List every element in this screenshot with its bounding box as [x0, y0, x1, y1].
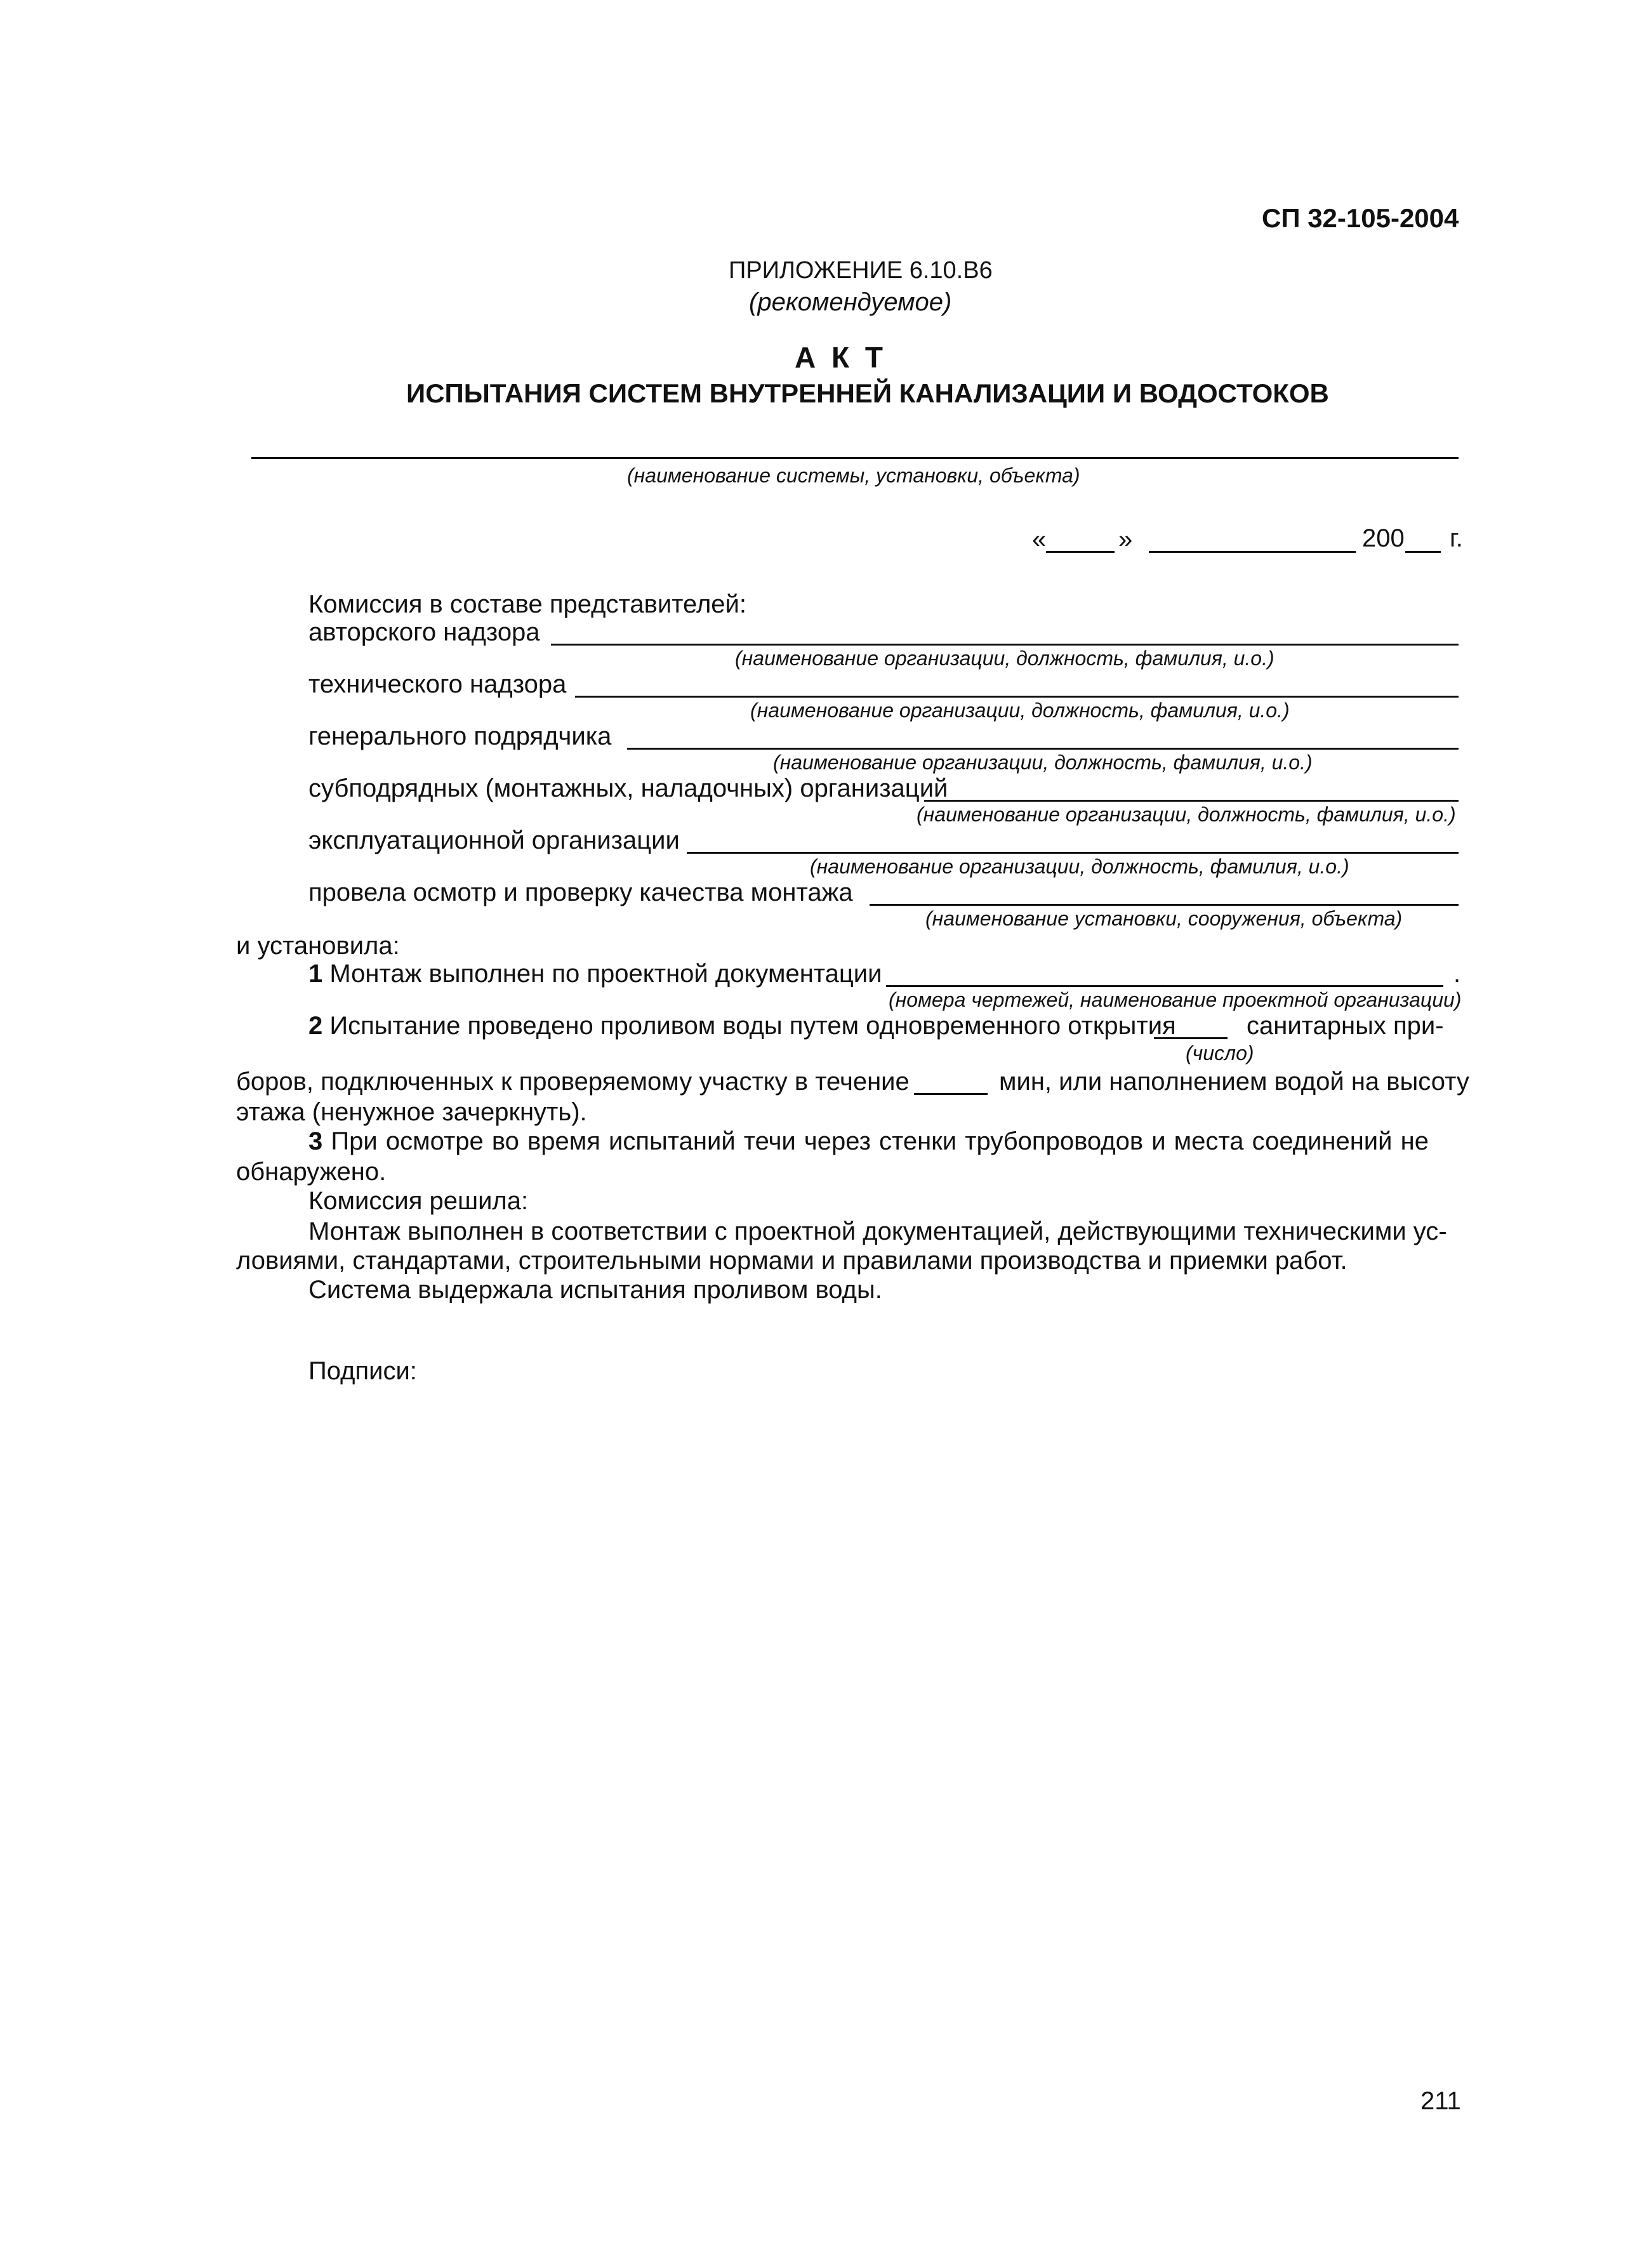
finding-2-number: 2	[308, 1012, 323, 1040]
commission-caption-inspection: (наименование установки, сооружения, объекта)	[925, 907, 1403, 930]
operating-organization-field[interactable]	[687, 852, 1459, 854]
author-supervision-field[interactable]	[551, 644, 1459, 646]
technical-supervision-field[interactable]	[575, 696, 1459, 698]
date-open-quote: «	[1032, 526, 1047, 554]
finding-2-line2-b: мин, или наполнением водой на высоту	[999, 1068, 1469, 1096]
commission-caption-operating: (наименование организации, должность, фамилия, и.о.)	[810, 855, 1349, 878]
finding-3-text: При осмотре во время испытаний течи через стенки трубопроводов и места соединений не	[331, 1127, 1429, 1155]
document-code: СП 32-105-2004	[1262, 203, 1459, 233]
commission-label-inspection: провела осмотр и проверку качества монтажа	[308, 879, 853, 906]
date-year-prefix: 200	[1362, 524, 1405, 552]
finding-2-text-b: санитарных при-	[1247, 1012, 1444, 1040]
date-day-field[interactable]	[1046, 551, 1115, 553]
commission-caption-general: (наименование организации, должность, фамилия, и.о.)	[773, 751, 1313, 774]
findings-intro: и установила:	[236, 932, 400, 960]
commission-label-operating: эксплуатационной организации	[308, 826, 680, 854]
commission-caption-author: (наименование организации, должность, фамилия, и.о.)	[735, 647, 1274, 670]
general-contractor-field[interactable]	[627, 748, 1459, 750]
subcontractor-field[interactable]	[924, 800, 1459, 802]
finding-1	[308, 958, 882, 989]
commission-caption-technical: (наименование организации, должность, фамилия, и.о.)	[750, 699, 1290, 722]
project-documentation-field[interactable]	[886, 985, 1443, 987]
signatures-label: Подписи:	[308, 1357, 417, 1385]
commission-label-author: авторского надзора	[308, 618, 540, 646]
finding-2-text-a: Испытание проведено проливом воды путем одновременного открытия	[329, 1012, 1176, 1040]
finding-2	[308, 1011, 1176, 1041]
finding-1-caption: (номера чертежей, наименование проектной организации)	[889, 988, 1462, 1011]
system-name-line[interactable]	[251, 457, 1459, 459]
finding-2-line2-a: боров, подключенных к проверяемому участку в течение	[236, 1068, 910, 1096]
decision-line-1: Монтаж выполнен в соответствии с проектной документацией, действующими техническими ус-	[308, 1217, 1447, 1245]
duration-minutes-field[interactable]	[914, 1093, 988, 1095]
appendix-note: (рекомендуемое)	[749, 288, 952, 316]
finding-3-cont: обнаружено.	[236, 1158, 387, 1186]
decision-line-3: Система выдержала испытания проливом воды.	[308, 1276, 882, 1304]
page-number: 211	[1420, 2087, 1461, 2115]
date-close-quote: »	[1118, 526, 1133, 554]
commission-caption-sub: (наименование организации, должность, фамилия, и.о.)	[917, 803, 1456, 826]
inspected-installation-field[interactable]	[870, 904, 1459, 906]
date-year-suffix: г.	[1450, 524, 1463, 552]
finding-3-number: 3	[308, 1127, 323, 1155]
decision-line-2: ловиями, стандартами, строительными нормами и правилами производства и приемки работ.	[236, 1247, 1347, 1275]
system-name-caption: (наименование системы, установки, объекта)	[627, 464, 1080, 487]
commission-label-general: генерального подрядчика	[308, 722, 612, 750]
finding-1-number: 1	[308, 960, 323, 988]
finding-3	[308, 1126, 1429, 1157]
finding-1-text: Монтаж выполнен по проектной документации	[329, 960, 882, 988]
fixtures-count-field[interactable]	[1154, 1037, 1228, 1039]
finding-2-caption: (число)	[1186, 1042, 1254, 1064]
date-month-field[interactable]	[1149, 551, 1356, 553]
commission-label-technical: технического надзора	[308, 670, 567, 698]
commission-intro: Комиссия в составе представителей:	[308, 590, 746, 618]
date-year-field[interactable]	[1405, 551, 1441, 553]
commission-label-sub: субподрядных (монтажных, наладочных) организаций	[308, 774, 948, 802]
decision-intro: Комиссия решила:	[308, 1187, 529, 1215]
finding-1-end: .	[1453, 960, 1461, 988]
finding-2-line3: этажа (ненужное зачеркнуть).	[236, 1098, 587, 1126]
appendix-label: ПРИЛОЖЕНИЕ 6.10.В6	[729, 257, 993, 284]
act-subtitle: ИСПЫТАНИЯ СИСТЕМ ВНУТРЕННЕЙ КАНАЛИЗАЦИИ И ВОДОСТОКОВ	[406, 378, 1329, 408]
act-title: А К Т	[795, 341, 887, 374]
